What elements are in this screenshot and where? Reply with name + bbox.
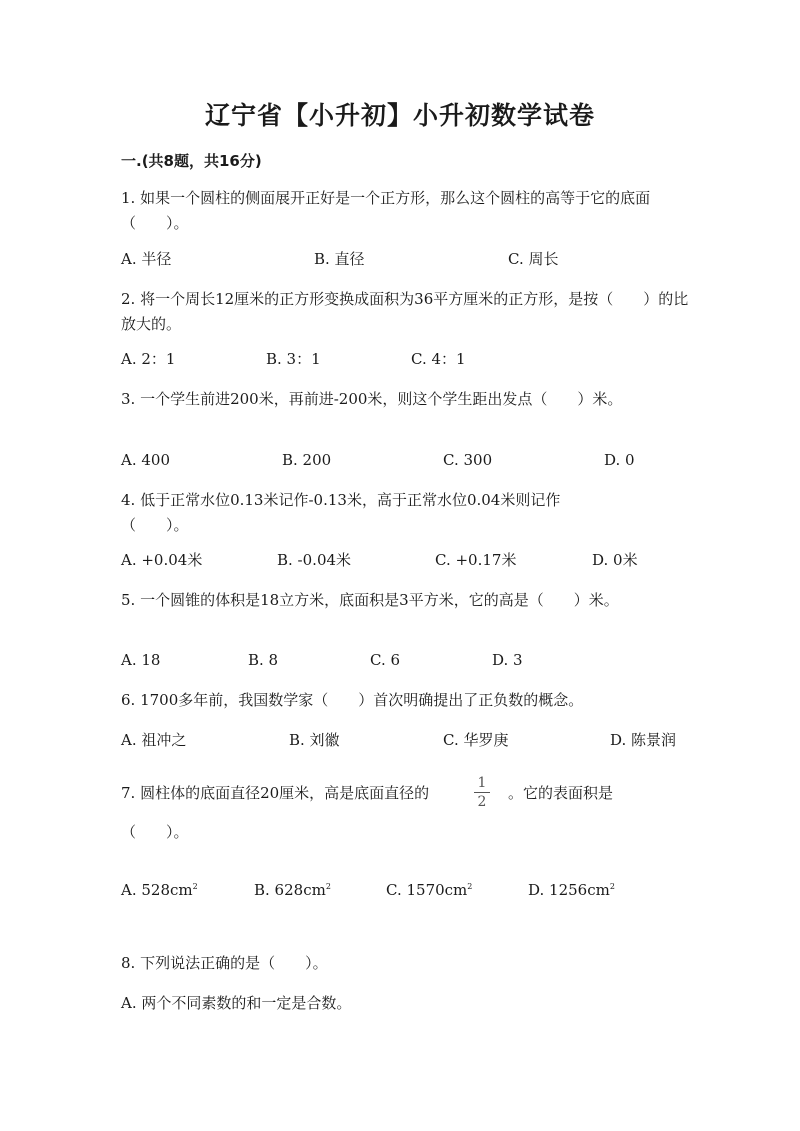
question-8: 8. 下列说法正确的是（ ）。 [121,954,328,972]
q5-option-d[interactable]: D. 3 [492,651,523,669]
q4-option-c[interactable]: C. +0.17米 [435,551,517,569]
q1-option-c[interactable]: C. 周长 [508,250,559,268]
section-heading: 一.(共8题，共16分) [121,152,262,170]
q6-option-b[interactable]: B. 刘徽 [289,731,340,749]
q1-option-a[interactable]: A. 半径 [121,250,172,268]
q3-option-c[interactable]: C. 300 [443,451,493,469]
q7-option-c[interactable]: C. $1570cm^2$ [386,881,473,899]
question-6: 6. 1700多年前，我国数学家（ ）首次明确提出了正负数的概念。 [121,691,584,709]
question-7-part2: 。它的表面积是 [508,784,614,802]
q6-option-d[interactable]: D. 陈景润 [610,731,677,749]
q2-option-b[interactable]: B. 3：1 [266,350,321,368]
q5-option-a[interactable]: A. 18 [121,651,161,669]
question-5: 5. 一个圆锥的体积是18立方米，底面积是3平方米，它的高是（ ）米。 [121,591,619,609]
q1-option-b[interactable]: B. 直径 [314,250,365,268]
question-1: 1. 如果一个圆柱的侧面展开正好是一个正方形，那么这个圆柱的高等于它的底面（ ）。 [121,189,651,232]
q7-option-d[interactable]: D. $1256cm^2$ [528,881,615,899]
fraction-bar [474,792,490,793]
q2-option-c[interactable]: C. 4：1 [411,350,466,368]
q4-option-b[interactable]: B. -0.04米 [277,551,352,569]
fraction-denominator: 2 [477,794,487,810]
q7-option-a[interactable]: A. $528cm^2$ [121,881,198,899]
question-7-part3: （ ）。 [121,823,189,841]
q5-option-b[interactable]: B. 8 [248,651,279,669]
q4-option-a[interactable]: A. +0.04米 [121,551,203,569]
q7-option-b[interactable]: B. $628cm^2$ [254,881,331,899]
question-7-part1: 7. 圆柱体的底面直径20厘米，高是底面直径的 [121,784,430,802]
fraction-one-half [474,775,490,810]
exam-title: 辽宁省【小升初】小升初数学试卷 [204,101,595,130]
question-4: 4. 低于正常水位0.13米记作-0.13米，高于正常水位0.04米则记作（ ）。 [121,491,561,534]
q4-option-d[interactable]: D. 0米 [592,551,638,569]
q3-option-b[interactable]: B. 200 [282,451,332,469]
q5-option-c[interactable]: C. 6 [370,651,401,669]
q2-option-a[interactable]: A. 2：1 [121,350,176,368]
q6-option-c[interactable]: C. 华罗庚 [443,731,509,749]
question-3: 3. 一个学生前进200米，再前进-200米，则这个学生距出发点（ ）米。 [121,390,623,408]
q3-option-a[interactable]: A. 400 [121,451,170,469]
q3-option-d[interactable]: D. 0 [604,451,635,469]
question-2: 2. 将一个周长12厘米的正方形变换成面积为36平方厘米的正方形，是按（ ）的比放大的。 [121,290,689,333]
q6-option-a[interactable]: A. 祖冲之 [121,731,187,749]
q8-option-a[interactable]: A. 两个不同素数的和一定是合数。 [121,994,352,1012]
fraction-numerator: 1 [477,775,487,791]
